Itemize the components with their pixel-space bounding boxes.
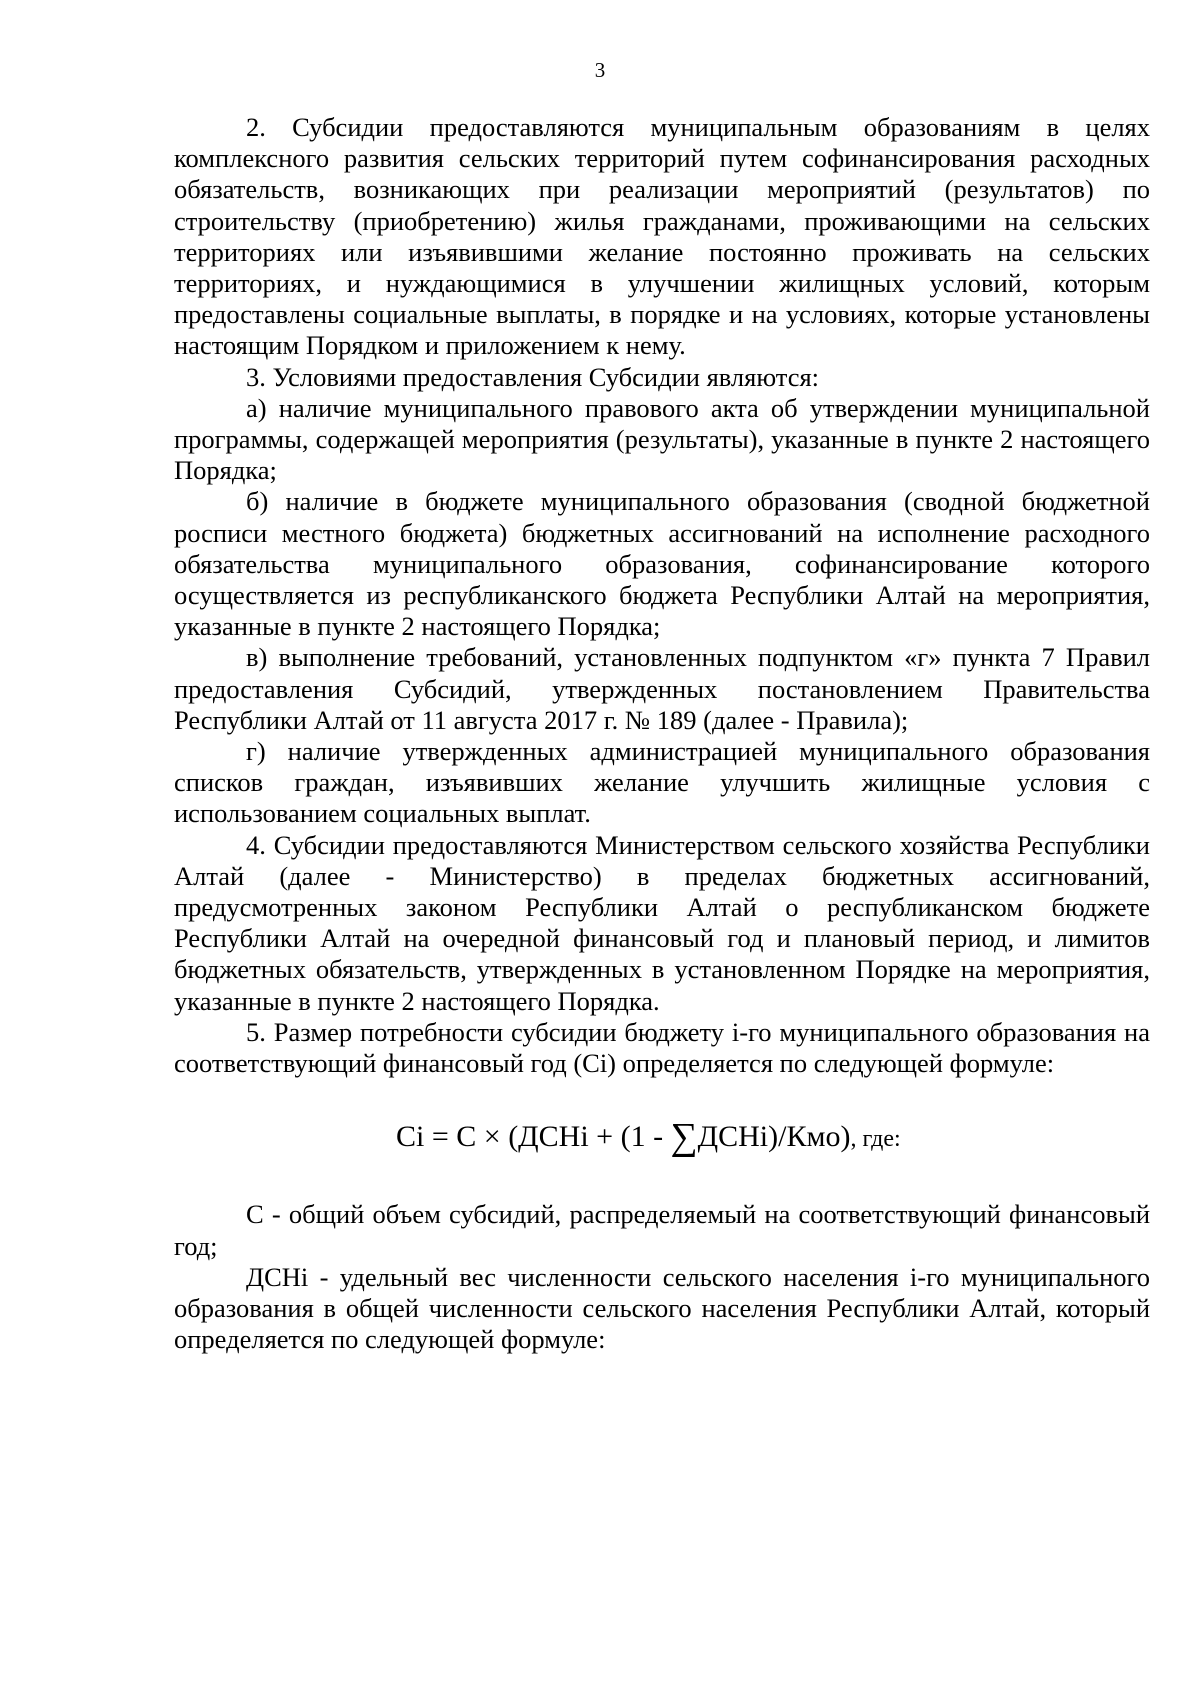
formula-right: ДСНi)/Кмо) — [697, 1120, 851, 1154]
sum-sigma-symbol: ∑ — [670, 1116, 698, 1159]
paragraph-3g: г) наличие утвержденных администрацией муниципального образования списков граждан, изъявивших желание улучшить жилищные условия с использованием социальных выплат. — [174, 736, 1150, 829]
paragraph-5: 5. Размер потребности субсидии бюджету i-го муниципального образования на соответствующий финансовый год (Сi) определяется по следующей формуле: — [174, 1016, 1150, 1079]
definition-c: С - общий объем субсидий, распределяемый на соответствующий финансовый год; — [174, 1199, 1150, 1261]
paragraph-3v: в) выполнение требований, установленных подпунктом «г» пункта 7 Правил предоставления Субсидий, утвержденных постановлением Правительства Республики Алтай от 11 августа 2017 г. № 189 (далее - Правила); — [174, 642, 1150, 735]
page-number: 3 — [594, 58, 606, 82]
paragraph-4: 4. Субсидии предоставляются Министерством сельского хозяйства Республики Алтай (далее - Министерство) в пределах бюджетных ассигнований, предусмотренных законом Республики Алтай о республиканском бюджете Республики Алтай на очередной финансовый год и плановый период, и лимитов бюджетных обязательств, утвержденных в установленном Порядке на мероприятия, указанные в пункте 2 настоящего Порядка. — [174, 829, 1150, 1016]
formula-where: , где: — [850, 1126, 901, 1153]
definition-dsni: ДСНi - удельный вес численности сельского населения i-го муниципального образования в общей численности сельского населения Республики Алтай, который определяется по следующей формуле: — [174, 1261, 1150, 1355]
paragraph-3b: б) наличие в бюджете муниципального образования (сводной бюджетной росписи местного бюджета) бюджетных ассигнований на исполнение расходного обязательства муниципального образования, софинансирование которого осуществляется из республиканского бюджета Республики Алтай на мероприятия, указанные в пункте 2 настоящего Порядка; — [174, 486, 1150, 642]
subsidy-formula — [174, 1117, 1150, 1159]
paragraph-3a: а) наличие муниципального правового акта об утверждении муниципальной программы, содержащей мероприятия (результаты), указанные в пункте 2 настоящего Порядка; — [174, 392, 1150, 486]
formula-left: Ci = C × (ДСНi + (1 - — [396, 1120, 671, 1154]
document-body — [174, 112, 1150, 1355]
paragraph-2: 2. Субсидии предоставляются муниципальным образованиям в целях комплексного развития сельских территорий путем софинансирования расходных обязательств, возникающих при реализации мероприятий (результатов) по строительству (приобретению) жилья гражданами, проживающими на сельских территориях или изъявившими желание постоянно проживать на сельских территориях, и нуждающимися в улучшении жилищных условий, которым предоставлены социальные выплаты, в порядке и на условиях, которые установлены настоящим Порядком и приложением к нему. — [174, 112, 1150, 361]
paragraph-3: 3. Условиями предоставления Субсидии являются: — [246, 361, 820, 392]
